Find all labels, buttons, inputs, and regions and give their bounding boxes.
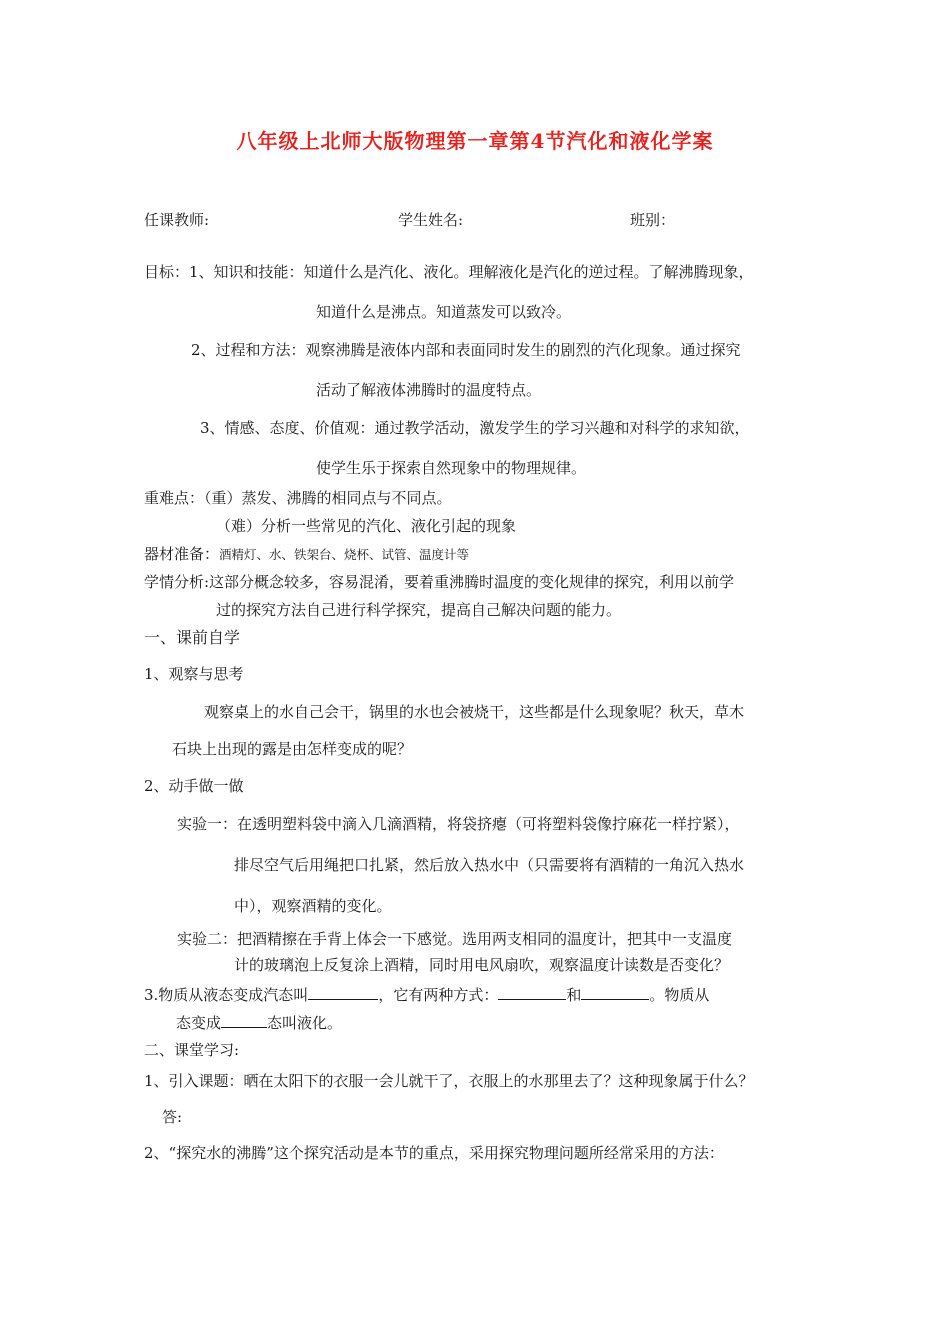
goal-3: 3、情感、态度、价值观：通过教学活动，激发学生的学习兴趣和对科学的求知欲， (200, 419, 750, 437)
class-label: 班别： (630, 211, 676, 229)
materials-label: 器材准备： (144, 545, 220, 563)
answer-label: 答: (162, 1108, 183, 1126)
analysis-1: 学情分析:这部分概念较多，容易混淆，要着重沸腾时温度的变化规律的探究，利用以前学 (144, 573, 735, 591)
materials (144, 544, 469, 565)
analysis-2: 过的探究方法自己进行科学探究，提高自己解决问题的能力。 (216, 601, 622, 619)
blank-vaporization[interactable] (308, 984, 378, 1000)
subsection-hands-on: 2、动手做一做 (144, 777, 244, 795)
experiment-1-line-1: 实验一：在透明塑料袋中滴入几滴酒精，将袋挤瘪（可将塑料袋像拧麻花一样拧紧）， (177, 815, 740, 833)
experiment-1-line-2: 排尽空气后用绳把口扎紧，然后放入热水中（只需要将有酒精的一角沉入热水 (234, 856, 745, 874)
question-3-line-2 (176, 1012, 342, 1033)
document-title: 八年级上北师大版物理第一章第4节汽化和液化学案 (236, 129, 714, 153)
experiment-1-line-3: 中），观察酒精的变化。 (234, 897, 392, 915)
subsection-observe: 1、观察与思考 (144, 665, 244, 683)
q3-text-a: 3.物质从液态变成汽态叫 (144, 986, 309, 1004)
observe-text-2: 石块上出现的露是由怎样变成的呢？ (172, 740, 413, 758)
key-point-important: 重难点：（重）蒸发、沸腾的相同点与不同点。 (144, 489, 452, 507)
question-3-line-1 (144, 984, 709, 1005)
materials-text: 酒精灯、水、铁架台、烧杯、试管、温度计等 (219, 547, 470, 562)
key-point-difficult: （难）分析一些常见的汽化、液化引起的现象 (216, 517, 517, 535)
goal-2-cont: 活动了解液体沸腾时的温度特点。 (316, 381, 542, 399)
goal-1: 目标：1、知识和技能：知道什么是汽化、液化。理解液化是汽化的逆过程。了解沸腾现象， (144, 263, 754, 281)
observe-text-1: 观察桌上的水自己会干，锅里的水也会被烧干，这些都是什么现象呢？秋天，草木 (204, 703, 745, 721)
q3-text-c: 和 (566, 986, 582, 1004)
q3-text-e: 态变成 (176, 1014, 222, 1032)
q3-text-b: ，它有两种方式： (378, 986, 499, 1004)
q3-text-f: 态叫液化。 (267, 1014, 343, 1032)
goal-3-cont: 使学生乐于探索自然现象中的物理规律。 (316, 459, 587, 477)
class-item-1: 1、引入课题：晒在太阳下的衣服一会儿就干了，衣服上的水那里去了？这种现象属于什么？ (144, 1072, 754, 1090)
experiment-2-line-1: 实验二：把酒精擦在手背上体会一下感觉。选用两支相同的温度计，把其中一支温度 (177, 930, 733, 948)
blank-state[interactable] (221, 1012, 267, 1028)
section-1-heading: 一、课前自学 (144, 628, 241, 647)
blank-method-1[interactable] (498, 984, 566, 1000)
class-item-2: 2、“探究水的沸腾”这个探究活动是本节的重点，采用探究物理问题所经常采用的方法： (144, 1144, 724, 1162)
teacher-label: 任课教师: (144, 211, 210, 229)
q3-text-d: 。物质从 (649, 986, 710, 1004)
blank-method-2[interactable] (581, 984, 649, 1000)
student-name-label: 学生姓名: (398, 211, 464, 229)
experiment-2-line-2: 计的玻璃泡上反复涂上酒精，同时用电风扇吹，观察温度计读数是否变化？ (234, 956, 730, 974)
goal-2: 2、过程和方法：观察沸腾是液体内部和表面同时发生的剧烈的汽化现象。通过探究 (191, 341, 741, 359)
section-2-heading: 二、课堂学习: (144, 1041, 240, 1059)
goal-1-cont: 知道什么是沸点。知道蒸发可以致冷。 (316, 303, 572, 321)
